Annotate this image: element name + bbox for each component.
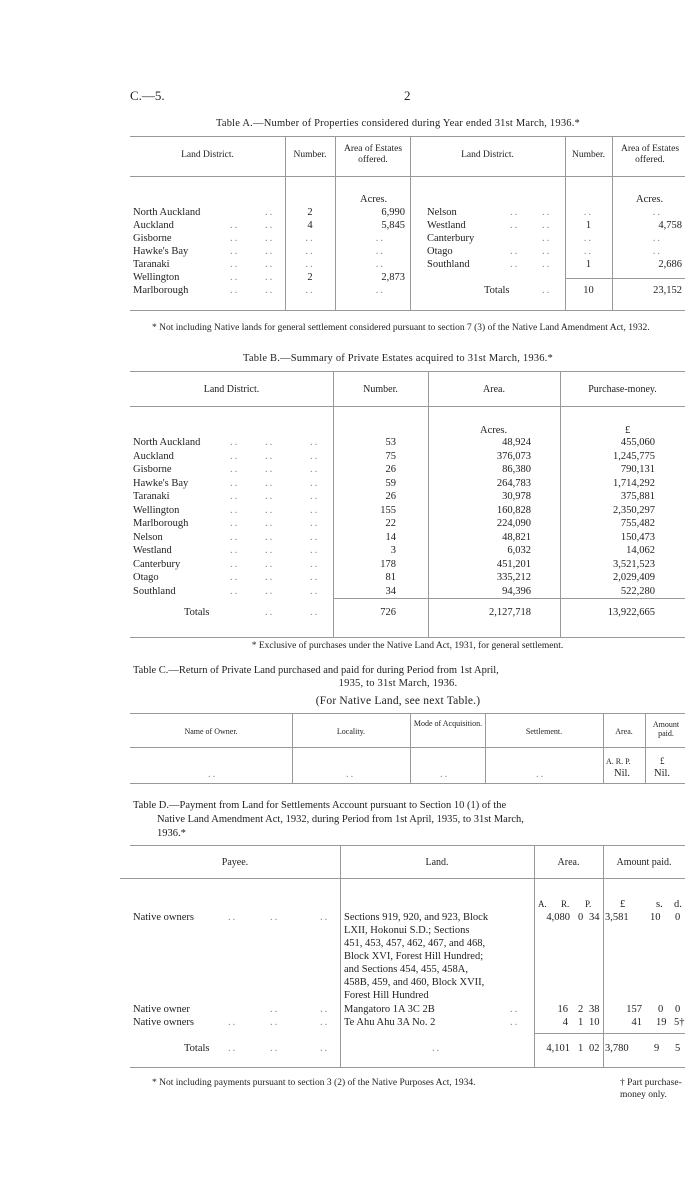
- area-perches: 10: [589, 1017, 600, 1028]
- money-cell: 14,062: [626, 545, 655, 556]
- land-description-line: LXII, Hokonui S.D.; Sections: [344, 925, 470, 936]
- money-cell: 150,473: [620, 531, 655, 543]
- district-name: Otago: [427, 246, 453, 257]
- money-cell: 1,245,775: [613, 450, 655, 462]
- area-cell: ..: [375, 259, 385, 270]
- col-header-area: Area of Estates offered.: [343, 144, 403, 165]
- col-header-area: Area.: [557, 857, 580, 868]
- area-perches: 38: [589, 1004, 600, 1015]
- number-cell: 4: [307, 220, 313, 231]
- col-header-land: Land.: [425, 857, 449, 868]
- number-cell: 178: [380, 558, 396, 570]
- col-header-area: Area.: [483, 384, 505, 395]
- area-cell: 264,783: [496, 477, 531, 489]
- number-cell: 53: [385, 437, 396, 448]
- totals-roods: 1: [578, 1043, 584, 1054]
- district-name: Nelson: [427, 207, 457, 218]
- col-header-area: Area.: [615, 727, 633, 736]
- number-cell: ..: [305, 259, 315, 270]
- document-page: C.—5. 2 Table A.—Number of Properties considered during Year ended 31st March, 1936.* Land District. Number. Area of Estates offered. Land District. Number. Area of Estates offered. Acres. Acres. North Auckland .. 2 6,990 Auckland .. .. 4 5,845 Gisborne .. .. .. .. Hawke's Bay .. .. .. .. Taranaki .. .. .. .. Wellington .. .. 2 2,873 Marlborough .. .. .. .. Nelson .. .. .. .. Westland .. .. 1 4,758 Canterbury .. .. .. Otago .. .. .. .. Southland .. .. 1 2,686 Totals .. 10 23,152 * Not including Native lands for general settlement considered pursuant to section 7 (3) of the Native Land Amendment Act, 1932. Table B.—Summary of Private Estates acquired to 31st March, 1936.* Land District. Number. Area. Purchase-money. Acres. £ North Auckland .. .. .. 53 48,924 455,060 Auckland .. .. .. 75 376,073 1,245,775 Gisborne .. .. .. 26 86,380 790,131 Hawke's Bay .. .. .. 59 264,783 1,714,292 Taranaki .. .. .. 26 30,978 375,881 Wellington .. .. .. 155 160,828 2,350,297 Marlborough .. .. .. 22 224,090 755,482 Nelson .. .. .. 14 48,821 150,473 Westland .. .. .. 3 6,032 14,062 Canterbury .. .. .. 178 451,201 3,521,523 Otago .. .. .. 81 335,212 2,029,409 Southland .. .. .. 34 94,396 522,280 Totals .. .. 726 2,127,718 13,922,665 * Exclusive of purchases under the Native Land Act, 1931, for general settlement. Table C.—Return of Private Land purchased and paid for during Period from 1st April, 1935, to 31st March, 1936. (For Native Land, see next Table.) Name of Owner. Locality. Mode of Acquisition. Settlement. Area. Amount paid. A. R. P. £ .. .. .. .. Nil. Nil. Table D.—Payment from Land for Settlements Account pursuant to Section 10 (1) of the Native Land Amendment Act, 1932, during Period from 1st April, 1935, to 31st March, 1936.* Payee. Land. Area. Amount paid. A. R. P. £ s. d. Native owners .. .. .. Sections 919, 920, and 923, Block LXII, Hokonui S.D.; Sections 451, 453, 457, 462, 467, and 468, Block XVI, Forest Hill Hundred; and Sections 454, 455, 458A, 458B, 459, and 460, Block XVII, Forest Hill Hundred 4,080 0 34 3,581 10 0 Native owner .. .. Mangatoro 1A 3C 2B .. 16 2 38 157 0 0 Native owners .. .. .. Te Ahu Ahu 3A No. 2 .. 4 1 10 41 19 5† Totals .. .. .. .. 4,101 1 02 3,780 9 5 * Not including payments pursuant to section 3 (2) of the Native Purposes Act, 1934. † Part purchase-money only.: [0, 0, 700, 1187]
- area-cell: ..: [375, 285, 385, 296]
- number-cell: 26: [385, 464, 396, 475]
- col-header-amount: Amount paid.: [616, 857, 672, 868]
- district-name: Hawke's Bay: [133, 477, 189, 489]
- amount-shillings: 0: [658, 1004, 664, 1015]
- land-description-line: Forest Hill Hundred: [344, 990, 429, 1001]
- amount-pounds: 157: [626, 1004, 642, 1015]
- number-cell: 14: [385, 531, 396, 543]
- area-cell: 2,686: [658, 259, 682, 270]
- land-name: Mangatoro 1A 3C 2B: [344, 1004, 435, 1015]
- table-a-footnote: * Not including Native lands for general settlement considered pursuant to section 7 (3) of the Native Land Amendment Act, 1932.: [152, 323, 650, 333]
- amount-pence: 5†: [674, 1017, 685, 1028]
- col-header-land-district: Land District.: [181, 150, 234, 160]
- col-header-payee: Payee.: [221, 857, 249, 868]
- money-unit: d.: [674, 899, 682, 910]
- col-header-settlement: Settlement.: [525, 727, 563, 736]
- col-header-number: Number.: [572, 150, 605, 160]
- area-cell: 4,758: [658, 220, 682, 231]
- number-cell: 75: [385, 450, 396, 462]
- district-name: Wellington: [133, 504, 180, 516]
- area-roods: 2: [578, 1004, 584, 1015]
- table-c-title: Table C.—Return of Private Land purchased and paid for during Period from 1st April,: [133, 665, 499, 676]
- col-header-owner: Name of Owner.: [184, 727, 238, 736]
- number-cell: 155: [380, 504, 396, 516]
- number-cell: ..: [305, 233, 315, 244]
- col-header-land-district: Land District.: [203, 384, 260, 395]
- amount-pence: 0: [675, 1004, 681, 1015]
- totals-pounds: 3,780: [605, 1043, 629, 1054]
- district-name: Otago: [133, 572, 159, 583]
- district-name: Marlborough: [133, 518, 189, 529]
- table-d-title-continued: Native Land Amendment Act, 1932, during Period from 1st April, 1935, to 31st March,: [157, 814, 524, 825]
- number-cell: 2: [307, 207, 313, 218]
- district-name: Nelson: [133, 531, 163, 543]
- land-description-line: 458B, 459, and 460, Block XVII,: [344, 977, 485, 988]
- area-cell: 451,201: [496, 558, 531, 570]
- district-name: Canterbury: [133, 558, 181, 570]
- totals-area: 2,127,718: [489, 607, 531, 618]
- totals-pence: 5: [675, 1043, 681, 1054]
- district-name: Westland: [427, 220, 466, 231]
- area-cell: ..: [375, 233, 385, 244]
- area-cell: 376,073: [496, 450, 531, 462]
- area-cell: ..: [652, 207, 662, 218]
- number-cell: 34: [385, 585, 396, 597]
- area-acres: 4: [562, 1017, 568, 1028]
- number-cell: 3: [390, 545, 396, 556]
- area-cell: ..: [652, 233, 662, 244]
- land-name: Te Ahu Ahu 3A No. 2: [344, 1017, 436, 1028]
- area-perches: 34: [589, 912, 600, 923]
- area-cell: ..: [375, 246, 385, 257]
- money-unit: £: [620, 899, 626, 910]
- table-b-footnote: * Exclusive of purchases under the Native Land Act, 1931, for general settlement.: [251, 641, 564, 651]
- area-unit: A. R. P.: [606, 757, 631, 766]
- table-a-top-rule: [130, 136, 685, 137]
- district-name: Gisborne: [133, 233, 172, 244]
- district-name: Canterbury: [427, 233, 475, 244]
- money-cell: 790,131: [620, 464, 655, 475]
- area-unit: R.: [561, 899, 570, 909]
- area-acres: 4,080: [546, 912, 570, 923]
- money-cell: 455,060: [620, 437, 655, 448]
- area-roods: 1: [578, 1017, 584, 1028]
- money-unit: s.: [656, 899, 663, 910]
- totals-number: 10: [583, 285, 594, 296]
- district-name: Auckland: [133, 450, 174, 462]
- page-number: 2: [404, 88, 411, 103]
- district-name: Southland: [427, 259, 470, 270]
- totals-shillings: 9: [654, 1043, 660, 1054]
- amount-shillings: 19: [656, 1017, 667, 1028]
- col-header-locality: Locality.: [336, 727, 366, 736]
- number-cell: ..: [305, 246, 315, 257]
- table-a-title: Table A.—Number of Properties considered during Year ended 31st March, 1936.*: [215, 118, 580, 129]
- unit-label: Acres.: [480, 425, 508, 436]
- money-cell: 755,482: [620, 518, 655, 529]
- col-header-area: Area of Estates offered.: [620, 144, 680, 165]
- area-value: Nil.: [614, 768, 631, 779]
- area-roods: 0: [578, 912, 584, 923]
- number-cell: ..: [583, 246, 594, 257]
- unit-label: Acres.: [360, 194, 388, 205]
- district-name: Taranaki: [133, 491, 170, 502]
- totals-label: Totals: [184, 607, 210, 618]
- number-cell: 81: [385, 572, 396, 583]
- col-header-amount: Amount paid.: [652, 720, 680, 738]
- payee-name: Native owner: [133, 1004, 190, 1015]
- number-cell: 1: [585, 259, 592, 270]
- number-cell: ..: [583, 207, 594, 218]
- land-description-line: 451, 453, 457, 462, 467, and 468,: [344, 938, 486, 949]
- district-name: Auckland: [133, 220, 174, 231]
- totals-area: 23,152: [653, 285, 682, 296]
- unit-label: £: [625, 425, 631, 436]
- money-cell: 375,881: [620, 491, 655, 502]
- district-name: Taranaki: [133, 259, 170, 270]
- col-header-purchase-money: Purchase-money.: [588, 384, 657, 395]
- number-cell: ..: [583, 233, 594, 244]
- area-cell: 335,212: [496, 572, 531, 583]
- totals-number: 726: [380, 607, 396, 618]
- col-header-land-district: Land District.: [461, 150, 514, 160]
- area-cell: 30,978: [502, 491, 531, 502]
- totals-money: 13,922,665: [607, 607, 655, 618]
- number-cell: 59: [385, 477, 396, 489]
- payee-name: Native owners: [133, 1017, 194, 1028]
- col-header-number: Number.: [293, 150, 327, 160]
- table-a-header-rule: [130, 176, 685, 177]
- number-cell: 2: [307, 272, 313, 283]
- area-cell: 48,821: [502, 531, 531, 543]
- area-cell: 94,396: [502, 585, 531, 597]
- area-cell: 2,873: [381, 272, 405, 283]
- number-cell: 26: [385, 491, 396, 502]
- area-cell: 5,845: [381, 220, 405, 231]
- number-cell: ..: [305, 285, 315, 296]
- document-code: C.—5.: [130, 88, 165, 103]
- amount-pounds: 3,581: [605, 912, 629, 923]
- totals-perches: 02: [589, 1043, 600, 1054]
- table-d-footnote-dagger: † Part purchase-money only.: [620, 1078, 682, 1100]
- area-unit: A.: [538, 899, 547, 909]
- totals-label: Totals: [484, 285, 510, 296]
- table-d-footnote: * Not including payments pursuant to section 3 (2) of the Native Purposes Act, 1934.: [152, 1078, 476, 1088]
- amount-pence: 0: [675, 912, 681, 923]
- district-name: Wellington: [133, 272, 180, 283]
- district-name: Westland: [133, 545, 172, 556]
- area-cell: 86,380: [502, 464, 531, 475]
- area-cell: ..: [652, 246, 662, 257]
- area-acres: 16: [557, 1004, 568, 1015]
- money-cell: 1,714,292: [613, 477, 655, 489]
- totals-label: Totals: [184, 1043, 210, 1054]
- area-cell: 6,990: [381, 207, 405, 218]
- district-name: Marlborough: [133, 285, 189, 296]
- district-name: North Auckland: [133, 207, 201, 218]
- col-header-number: Number.: [363, 384, 398, 395]
- money-cell: 3,521,523: [613, 558, 655, 570]
- table-b-title: Table B.—Summary of Private Estates acquired to 31st March, 1936.*: [243, 353, 553, 364]
- col-header-mode: Mode of Acquisition.: [413, 719, 483, 728]
- unit-label: Acres.: [636, 194, 664, 205]
- money-unit: £: [660, 756, 665, 766]
- table-d-title-end: 1936.*: [157, 828, 186, 839]
- land-description-line: and Sections 454, 455, 458A,: [344, 964, 468, 975]
- amount-shillings: 10: [650, 912, 661, 923]
- table-a-bottom-rule: [130, 310, 685, 311]
- district-name: North Auckland: [133, 437, 201, 448]
- table-c-title-continued: 1935, to 31st March, 1936.: [338, 678, 458, 689]
- amount-pounds: 41: [631, 1017, 642, 1028]
- area-cell: 160,828: [496, 504, 531, 516]
- land-description-line: Sections 919, 920, and 923, Block: [344, 912, 489, 923]
- number-cell: 22: [385, 518, 396, 529]
- money-cell: 2,029,409: [613, 572, 655, 583]
- table-c-subtitle: (For Native Land, see next Table.): [315, 695, 481, 707]
- land-description-line: Block XVI, Forest Hill Hundred;: [344, 951, 484, 962]
- area-cell: 6,032: [507, 545, 531, 556]
- amount-value: Nil.: [654, 768, 671, 779]
- table-d-title: Table D.—Payment from Land for Settlements Account pursuant to Section 10 (1) of the: [133, 800, 507, 811]
- area-cell: 48,924: [502, 437, 531, 448]
- area-unit: P.: [585, 899, 592, 909]
- area-cell: 224,090: [496, 518, 531, 529]
- district-name: Southland: [133, 585, 176, 597]
- number-cell: 1: [585, 220, 592, 231]
- money-cell: 2,350,297: [613, 504, 655, 516]
- district-name: Hawke's Bay: [133, 246, 189, 257]
- payee-name: Native owners: [133, 912, 194, 923]
- district-name: Gisborne: [133, 464, 172, 475]
- totals-acres: 4,101: [546, 1043, 570, 1054]
- money-cell: 522,280: [620, 585, 655, 597]
